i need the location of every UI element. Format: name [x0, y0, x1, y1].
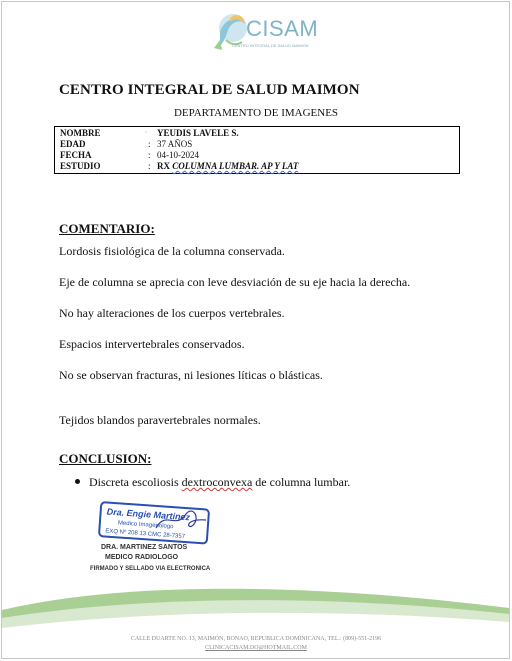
info-value — [157, 161, 298, 172]
info-label: ESTUDIO — [60, 161, 101, 171]
patient-info-box — [54, 126, 460, 174]
comment-line: No se observan fracturas, ni lesiones líticas o blásticas. — [59, 368, 323, 382]
study-prefix: RX — [157, 161, 170, 171]
info-separator: : — [148, 139, 151, 149]
conclusion-item: Discreta escoliosis dextroconvexa de columna lumbar. — [89, 475, 351, 489]
comment-line: Eje de columna se aprecia con leve desviación de su eje hacia la derecha. — [59, 275, 411, 289]
info-separator: : — [148, 161, 151, 171]
logo-wordmark: CISAM — [246, 16, 319, 41]
comment-line: Lordosis fisiológica de la columna conservada. — [59, 244, 285, 258]
info-value: YEUDIS LAVELE S. — [157, 128, 239, 138]
study-value: COLUMNA LUMBAR. AP Y LAT — [172, 161, 299, 171]
comment-line: Espacios intervertebrales conservados. — [59, 337, 245, 351]
svg-text:EXQ Nº 208 13 CMC 28-7357: EXQ Nº 208 13 CMC 28-7357 — [105, 528, 186, 541]
info-label: NOMBRE — [60, 128, 101, 138]
logo-tagline: CENTRO INTEGRAL DE SALUD MAIMON — [232, 43, 309, 48]
comment-line: No hay alteraciones de los cuerpos vertebrales. — [59, 306, 285, 320]
info-separator: : — [148, 150, 151, 160]
page-title: CENTRO INTEGRAL DE SALUD MAIMON — [59, 82, 360, 98]
comment-line: Tejidos blandos paravertebrales normales. — [59, 413, 261, 427]
info-label: FECHA — [60, 150, 92, 160]
department-title: DEPARTAMENTO DE IMAGENES — [173, 107, 339, 119]
footer-address: CALLE DUARTE NO. 13, MAIMÓN, BONAO, REPUBLICA DOMINICANA, TEL.: (809)-551-2196 — [130, 636, 382, 642]
footer-email: CLINICACISAM.DO@HOTMAIL.COM — [205, 645, 307, 651]
info-value: 04-10-2024 — [157, 150, 199, 160]
spellcheck-marker-icon: ᵕ — [145, 130, 147, 136]
page-frame — [1, 1, 510, 659]
doctor-role: MEDICO RADIOLOGO — [105, 554, 179, 561]
svg-text:Medico Imagenologo: Medico Imagenologo — [117, 520, 174, 531]
spellcheck-flagged-word: dextroconvexa — [181, 475, 253, 489]
info-value: 37 AÑOS — [157, 139, 193, 149]
doctor-stamp — [96, 500, 216, 545]
comment-heading: COMENTARIO: — [59, 221, 155, 236]
signature-note: FIRMADO Y SELLADO VIA ELECTRONICA — [90, 566, 211, 572]
info-label: EDAD — [60, 139, 86, 149]
conclusion-heading: CONCLUSION: — [59, 451, 152, 466]
svg-text:Dra. Engie Martinez: Dra. Engie Martinez — [106, 506, 191, 523]
doctor-name: DRA. MARTINEZ SANTOS — [101, 544, 188, 551]
bullet-icon — [75, 479, 80, 484]
